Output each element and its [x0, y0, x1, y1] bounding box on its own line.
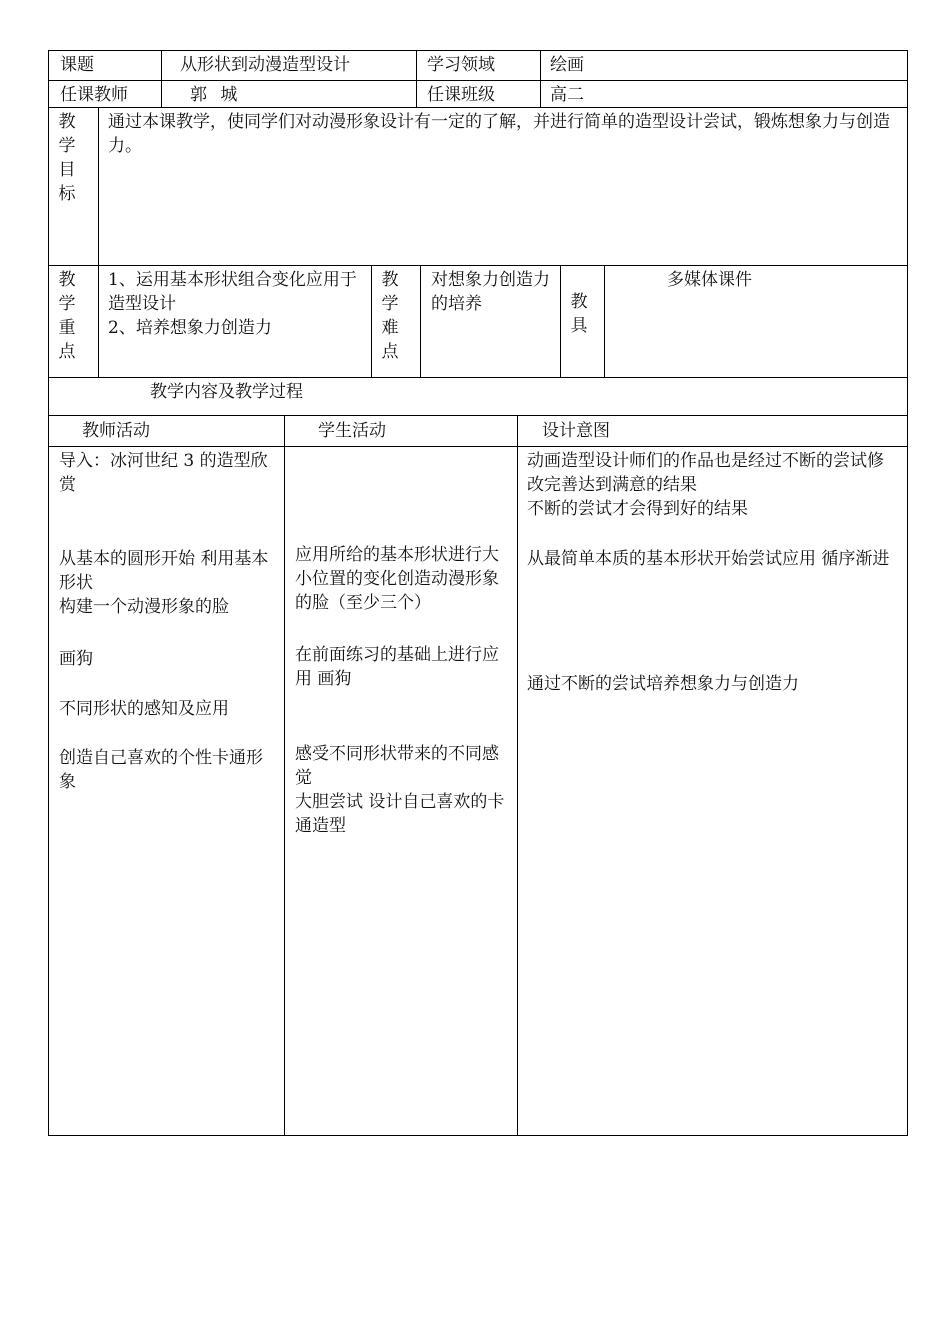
design-intent-item: 从最简单本质的基本形状开始尝试应用 循序渐进: [527, 549, 890, 569]
domain-value: 绘画: [550, 55, 584, 75]
row-divider: [48, 265, 908, 266]
student-activity-header: 学生活动: [318, 421, 386, 441]
row-divider: [48, 446, 908, 447]
design-intent-item: 动画造型设计师们的作品也是经过不断的尝试修改完善达到满意的结果 不断的尝试才会得到好的结果: [527, 451, 884, 519]
column-divider: [540, 50, 541, 107]
row-divider: [48, 80, 908, 81]
student-activity-item: 在前面练习的基础上进行应用 画狗: [295, 645, 499, 689]
teacher-activity-header: 教师活动: [82, 421, 150, 441]
row-divider: [48, 107, 908, 108]
teacher-activity-item: 画狗: [59, 649, 93, 669]
column-divider: [98, 107, 99, 377]
tools-label: 教具: [570, 292, 588, 336]
teacher-activity-item: 从基本的圆形开始 利用基本形状 构建一个动漫形象的脸: [59, 549, 269, 617]
class-value: 高二: [550, 85, 584, 105]
key-point-item: 2、培养想象力创造力: [108, 318, 272, 338]
column-divider: [371, 265, 372, 377]
teacher-activity-item: 不同形状的感知及应用: [59, 699, 229, 719]
student-activity-item: 感受不同形状带来的不同感觉 大胆尝试 设计自己喜欢的卡通造型: [295, 744, 505, 836]
student-activity-item: 应用所给的基本形状进行大小位置的变化创造动漫形象的脸（至少三个）: [295, 545, 499, 613]
topic-value: 从形状到动漫造型设计: [180, 55, 350, 75]
key-point-item: 1、运用基本形状组合变化应用于造型设计: [108, 270, 357, 314]
teacher-activity-item: 创造自己喜欢的个性卡通形象: [59, 748, 263, 792]
objectives-label: 教学目标: [58, 112, 76, 204]
difficulty-label: 教学难点: [381, 270, 399, 362]
column-divider: [517, 415, 518, 1136]
tools-text: 多媒体课件: [667, 270, 752, 290]
class-label: 任课班级: [427, 85, 495, 105]
column-divider: [161, 50, 162, 107]
design-intent-header: 设计意图: [542, 421, 610, 441]
row-divider: [48, 377, 908, 378]
teacher-label: 任课教师: [60, 85, 128, 105]
difficulty-text: 对想象力创造力的培养: [431, 270, 550, 314]
domain-label: 学习领域: [427, 55, 495, 75]
objectives-text: 通过本课教学，使同学们对动漫形象设计有一定的了解，并进行简单的造型设计尝试，锻炼想象力与创造力。: [108, 112, 890, 156]
row-divider: [48, 415, 908, 416]
process-title: 教学内容及教学过程: [150, 382, 303, 402]
column-divider: [284, 415, 285, 1136]
column-divider: [420, 265, 421, 377]
column-divider: [416, 50, 417, 107]
design-intent-item: 通过不断的尝试培养想象力与创造力: [527, 674, 799, 694]
column-divider: [560, 265, 561, 377]
topic-label: 课题: [60, 55, 94, 75]
teacher-value: 郭 城: [190, 85, 238, 105]
column-divider: [604, 265, 605, 377]
key-points-label: 教学重点: [58, 270, 76, 362]
teacher-activity-item: 导入：冰河世纪 3 的造型欣赏: [59, 451, 268, 495]
